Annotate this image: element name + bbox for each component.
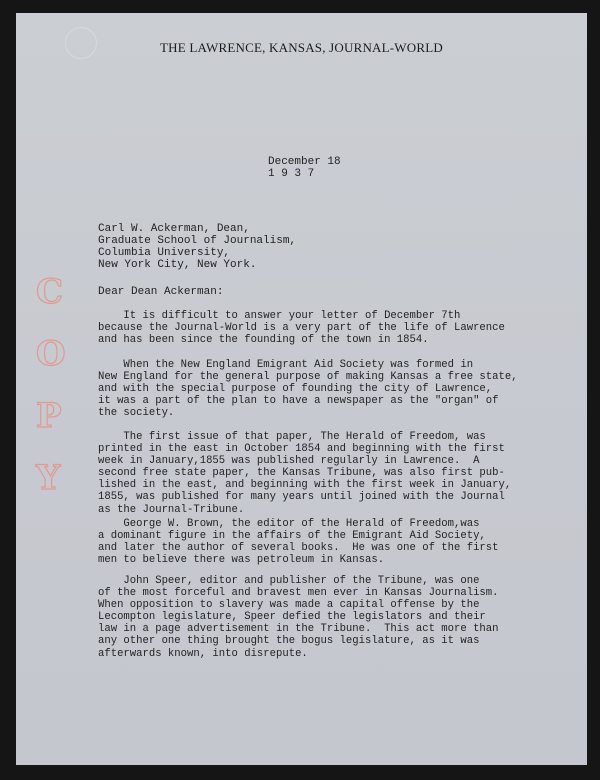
paragraph-4 bbox=[98, 518, 568, 566]
paragraph-line: When the New England Emigrant Aid Society was formed in bbox=[98, 359, 474, 371]
addressee-line: New York City, New York. bbox=[98, 259, 257, 271]
paragraph-line: men to believe there was petroleum in Kansas. bbox=[98, 554, 385, 567]
paragraph-line: and later the author of several books. He was one of the first bbox=[98, 542, 499, 555]
paragraph-1 bbox=[98, 310, 568, 346]
copy-stamp bbox=[36, 261, 66, 509]
copy-stamp-letter: O bbox=[36, 334, 66, 374]
paragraph-line: and with the special purpose of founding the city of Lawrence, bbox=[98, 383, 493, 396]
addressee-block bbox=[98, 223, 296, 271]
copy-stamp-letter: P bbox=[36, 396, 62, 436]
addressee-line: Carl W. Ackerman, Dean, bbox=[98, 223, 250, 235]
paragraph-line: lished in the east, and beginning with the first week in January, bbox=[98, 479, 512, 492]
paragraph-line: The first issue of that paper, The Herald of Freedom, was bbox=[98, 431, 486, 443]
paragraph-line: Lecompton legislature, Speer defied the legislators and their bbox=[98, 611, 486, 624]
copy-stamp-letter: C bbox=[36, 272, 64, 312]
date-line-year: 1 9 3 7 bbox=[268, 168, 315, 180]
paragraph-line: any other one thing brought the bogus legislature, as it was bbox=[98, 635, 480, 648]
copy-stamp-letter: Y bbox=[36, 458, 61, 498]
letter-page bbox=[16, 13, 587, 765]
paragraph-line: When opposition to slavery was made a capital offense by the bbox=[98, 599, 480, 612]
paragraph-5 bbox=[98, 575, 568, 660]
date-block bbox=[268, 156, 341, 180]
paragraph-line: and has been since the founding of the town in 1854. bbox=[98, 334, 429, 347]
paragraph-2 bbox=[98, 359, 568, 419]
paragraph-3 bbox=[98, 431, 568, 516]
paragraph-line: week in January,1855 was published regularly in Lawrence. A bbox=[98, 455, 480, 468]
paragraph-line: printed in the east in October 1854 and beginning with the first bbox=[98, 443, 505, 456]
addressee-line: Graduate School of Journalism, bbox=[98, 235, 297, 247]
paragraph-line: the society. bbox=[98, 407, 175, 420]
paragraph-line: because the Journal-World is a very part of the life of Lawrence bbox=[98, 322, 505, 335]
paragraph-line: New England for the general purpose of making Kansas a free state, bbox=[98, 371, 518, 384]
salutation: Dear Dean Ackerman: bbox=[98, 286, 224, 298]
paragraph-line: a dominant figure in the affairs of the Emigrant Aid Society, bbox=[98, 530, 486, 543]
paragraph-line: John Speer, editor and publisher of the Tribune, was one bbox=[98, 575, 480, 587]
paragraph-line: second free state paper, the Kansas Tribune, was also first pub- bbox=[98, 467, 505, 480]
date-line-month: December 18 bbox=[268, 156, 341, 168]
paragraph-line: George W. Brown, the editor of the Herald of Freedom,was bbox=[98, 518, 480, 530]
paragraph-line: it was a part of the plan to have a newspaper as the "organ" of bbox=[98, 395, 499, 408]
paragraph-line: of the most forceful and bravest men ever in Kansas Journalism. bbox=[98, 587, 499, 600]
paragraph-line: law in a page advertisement in the Tribune. This act more than bbox=[98, 623, 499, 636]
addressee-line: Columbia University, bbox=[98, 247, 231, 259]
paragraph-line: afterwards known, into disrepute. bbox=[98, 647, 308, 660]
paragraph-line: It is difficult to answer your letter of December 7th bbox=[98, 310, 461, 322]
letterhead: THE LAWRENCE, KANSAS, JOURNAL-WORLD bbox=[160, 40, 443, 55]
paragraph-line: as the Journal-Tribune. bbox=[98, 503, 245, 516]
paragraph-line: 1855, was published for many years until joined with the Journal bbox=[98, 491, 505, 504]
